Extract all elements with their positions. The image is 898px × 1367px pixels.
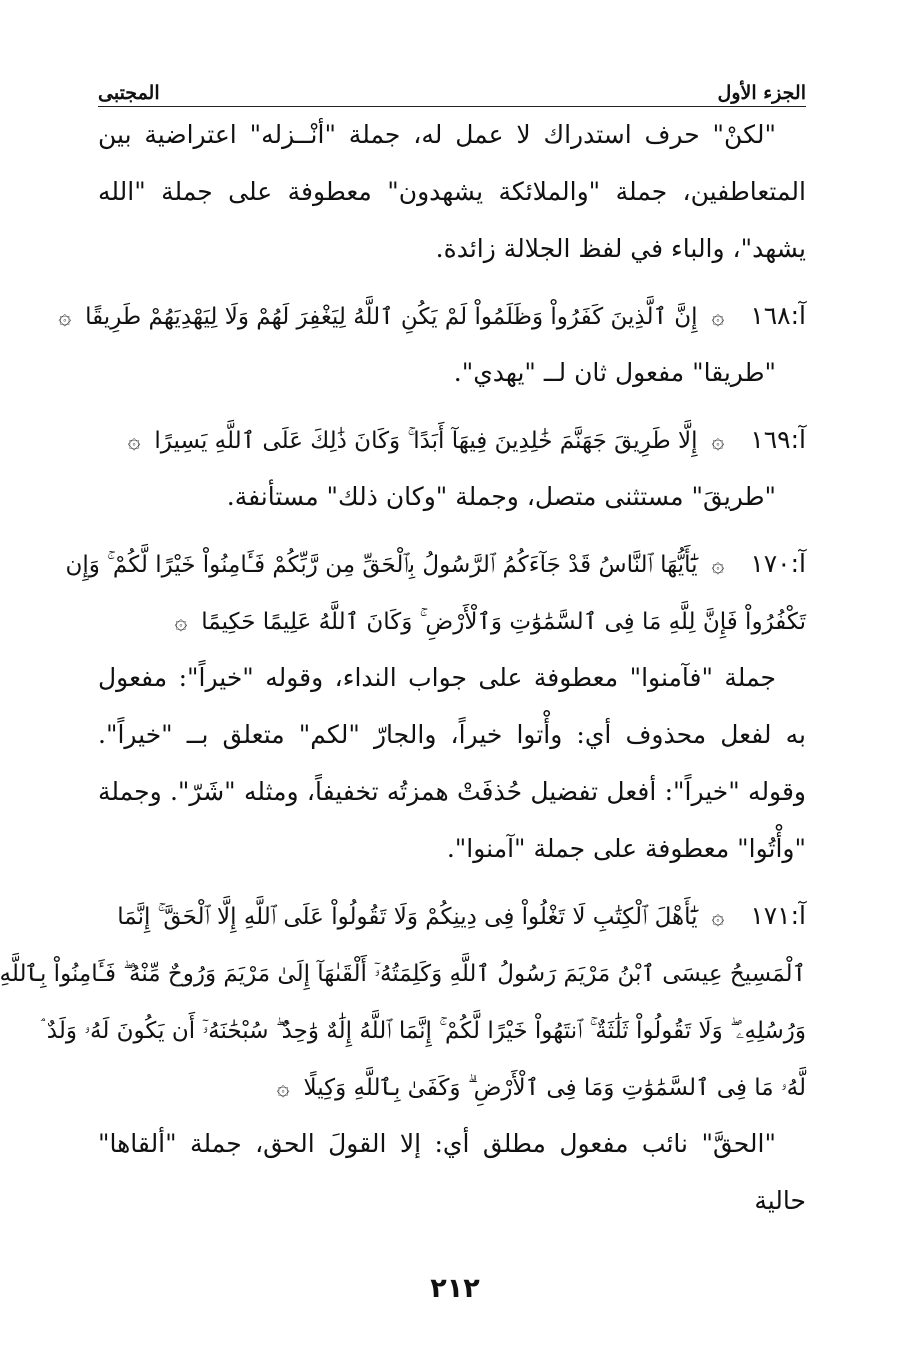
body-text [0, 106, 806, 1229]
verse-171 [98, 887, 806, 944]
ornament-close-icon: ۞ [276, 1076, 290, 1101]
running-header [98, 74, 806, 104]
ornament-open-icon: ۞ [711, 429, 725, 454]
commentary-paragraph-2: "طريقا" مفعول ثان لــ "يهدي". [453, 358, 776, 387]
quran-text: إِنَّ ٱلَّذِينَ كَفَرُواْ وَظَلَمُواْ لَمْ يَكُنِ ٱللَّهُ لِيَغْفِرَ لَهُمْ وَلَا لِيَهْدِيَهُمْ طَرِيقًا [85, 304, 698, 330]
book-title: المجتبى [98, 82, 160, 104]
verse-168 [58, 287, 806, 344]
commentary-paragraph-5: "الحقَّ" نائب مفعول مطلق أي: إلا القولَ الحق، جملة "ألقاها" حالية [98, 1129, 806, 1215]
ornament-close-icon: ۞ [174, 610, 188, 635]
commentary-paragraph-3: "طريقَ" مستثنى متصل، وجملة "وكان ذلك" مستأنفة. [226, 482, 776, 511]
ornament-close-icon: ۞ [127, 429, 141, 454]
verse-171-line-2 [0, 944, 806, 1001]
verse-170 [65, 535, 806, 592]
quran-text-line: ٱلْمَسِيحُ عِيسَى ٱبْنُ مَرْيَمَ رَسُولُ ٱللَّهِ وَكَلِمَتُهُۥٓ أَلْقَىٰهَآ إِلَىٰ مَرْيَمَ وَرُوحٌ مِّنْهُ ۖ فَـَٔامِنُواْ بِٱللَّهِ [0, 961, 806, 987]
verse-171-line-4 [98, 1058, 806, 1115]
ornament-open-icon: ۞ [711, 905, 725, 930]
verse-number: آ:١٧٠ [750, 549, 806, 578]
ornament-open-icon: ۞ [711, 305, 725, 330]
quran-text-line: وَرُسُلِهِۦ ۖ وَلَا تَقُولُواْ ثَلَٰثَةٌ ۚ ٱنتَهُواْ خَيْرًا لَّكُمْ ۚ إِنَّمَا ٱللَّهُ إِلَٰهٌ وَٰحِدٌ ۖ سُبْحَٰنَهُۥٓ أَن يَكُونَ لَهُۥ وَلَدٌ ۘ [41, 1018, 806, 1044]
quran-text-line: لَّهُۥ مَا فِى ٱلسَّمَٰوَٰتِ وَمَا فِى ٱلْأَرْضِ ۗ وَكَفَىٰ بِٱللَّهِ وَكِيلًا [303, 1075, 806, 1101]
part-label: الجزء الأول [717, 82, 806, 104]
verse-number: آ:١٦٩ [750, 425, 806, 454]
page-number: ٢١٢ [430, 1273, 480, 1304]
ornament-close-icon: ۞ [58, 305, 72, 330]
commentary-paragraph-4: جملة "فآمنوا" معطوفة على جواب النداء، وقوله "خيراً": مفعول به لفعل محذوف أي: وأْتوا خيراً، والجارّ "لكم" متعلق بــ "خيراً". وقوله "خيراً": أفعل تفضيل حُذفَتْ همزتُه تخفيفاً، ومثله "شَرّ". وجملة "وأْتُوا" معطوفة على جملة "آمنوا". [98, 663, 806, 863]
ornament-open-icon: ۞ [711, 553, 725, 578]
verse-number: آ:١٧١ [750, 901, 806, 930]
verse-169 [98, 411, 806, 468]
verse-170-continued [98, 592, 806, 649]
verse-number: آ:١٦٨ [750, 301, 806, 330]
commentary-paragraph-1: "لكنْ" حرف استدراك لا عمل له، جملة "أنْــزله" اعتراضية بين المتعاطفين، جملة "والملائكة يشهدون" معطوفة على جملة "الله يشهد"، والباء في لفظ الجلالة زائدة. [98, 120, 806, 263]
quran-text-line: يَٰٓأَيُّهَا ٱلنَّاسُ قَدْ جَآءَكُمُ ٱلرَّسُولُ بِٱلْحَقِّ مِن رَّبِّكُمْ فَـَٔامِنُواْ خَيْرًا لَّكُمْ ۚ وَإِن [65, 552, 698, 578]
quran-text-line: تَكْفُرُواْ فَإِنَّ لِلَّهِ مَا فِى ٱلسَّمَٰوَٰتِ وَٱلْأَرْضِ ۚ وَكَانَ ٱللَّهُ عَلِيمًا حَكِيمًا [201, 609, 806, 635]
verse-171-line-3 [41, 1001, 806, 1058]
quran-text: إِلَّا طَرِيقَ جَهَنَّمَ خَٰلِدِينَ فِيهَآ أَبَدًا ۚ وَكَانَ ذَٰلِكَ عَلَى ٱللَّهِ يَسِيرًا [154, 428, 698, 454]
quran-text-line: يَٰٓأَهْلَ ٱلْكِتَٰبِ لَا تَغْلُواْ فِى دِينِكُمْ وَلَا تَقُولُواْ عَلَى ٱللَّهِ إِلَّا ٱلْحَقَّ ۚ إِنَّمَا [117, 904, 698, 930]
